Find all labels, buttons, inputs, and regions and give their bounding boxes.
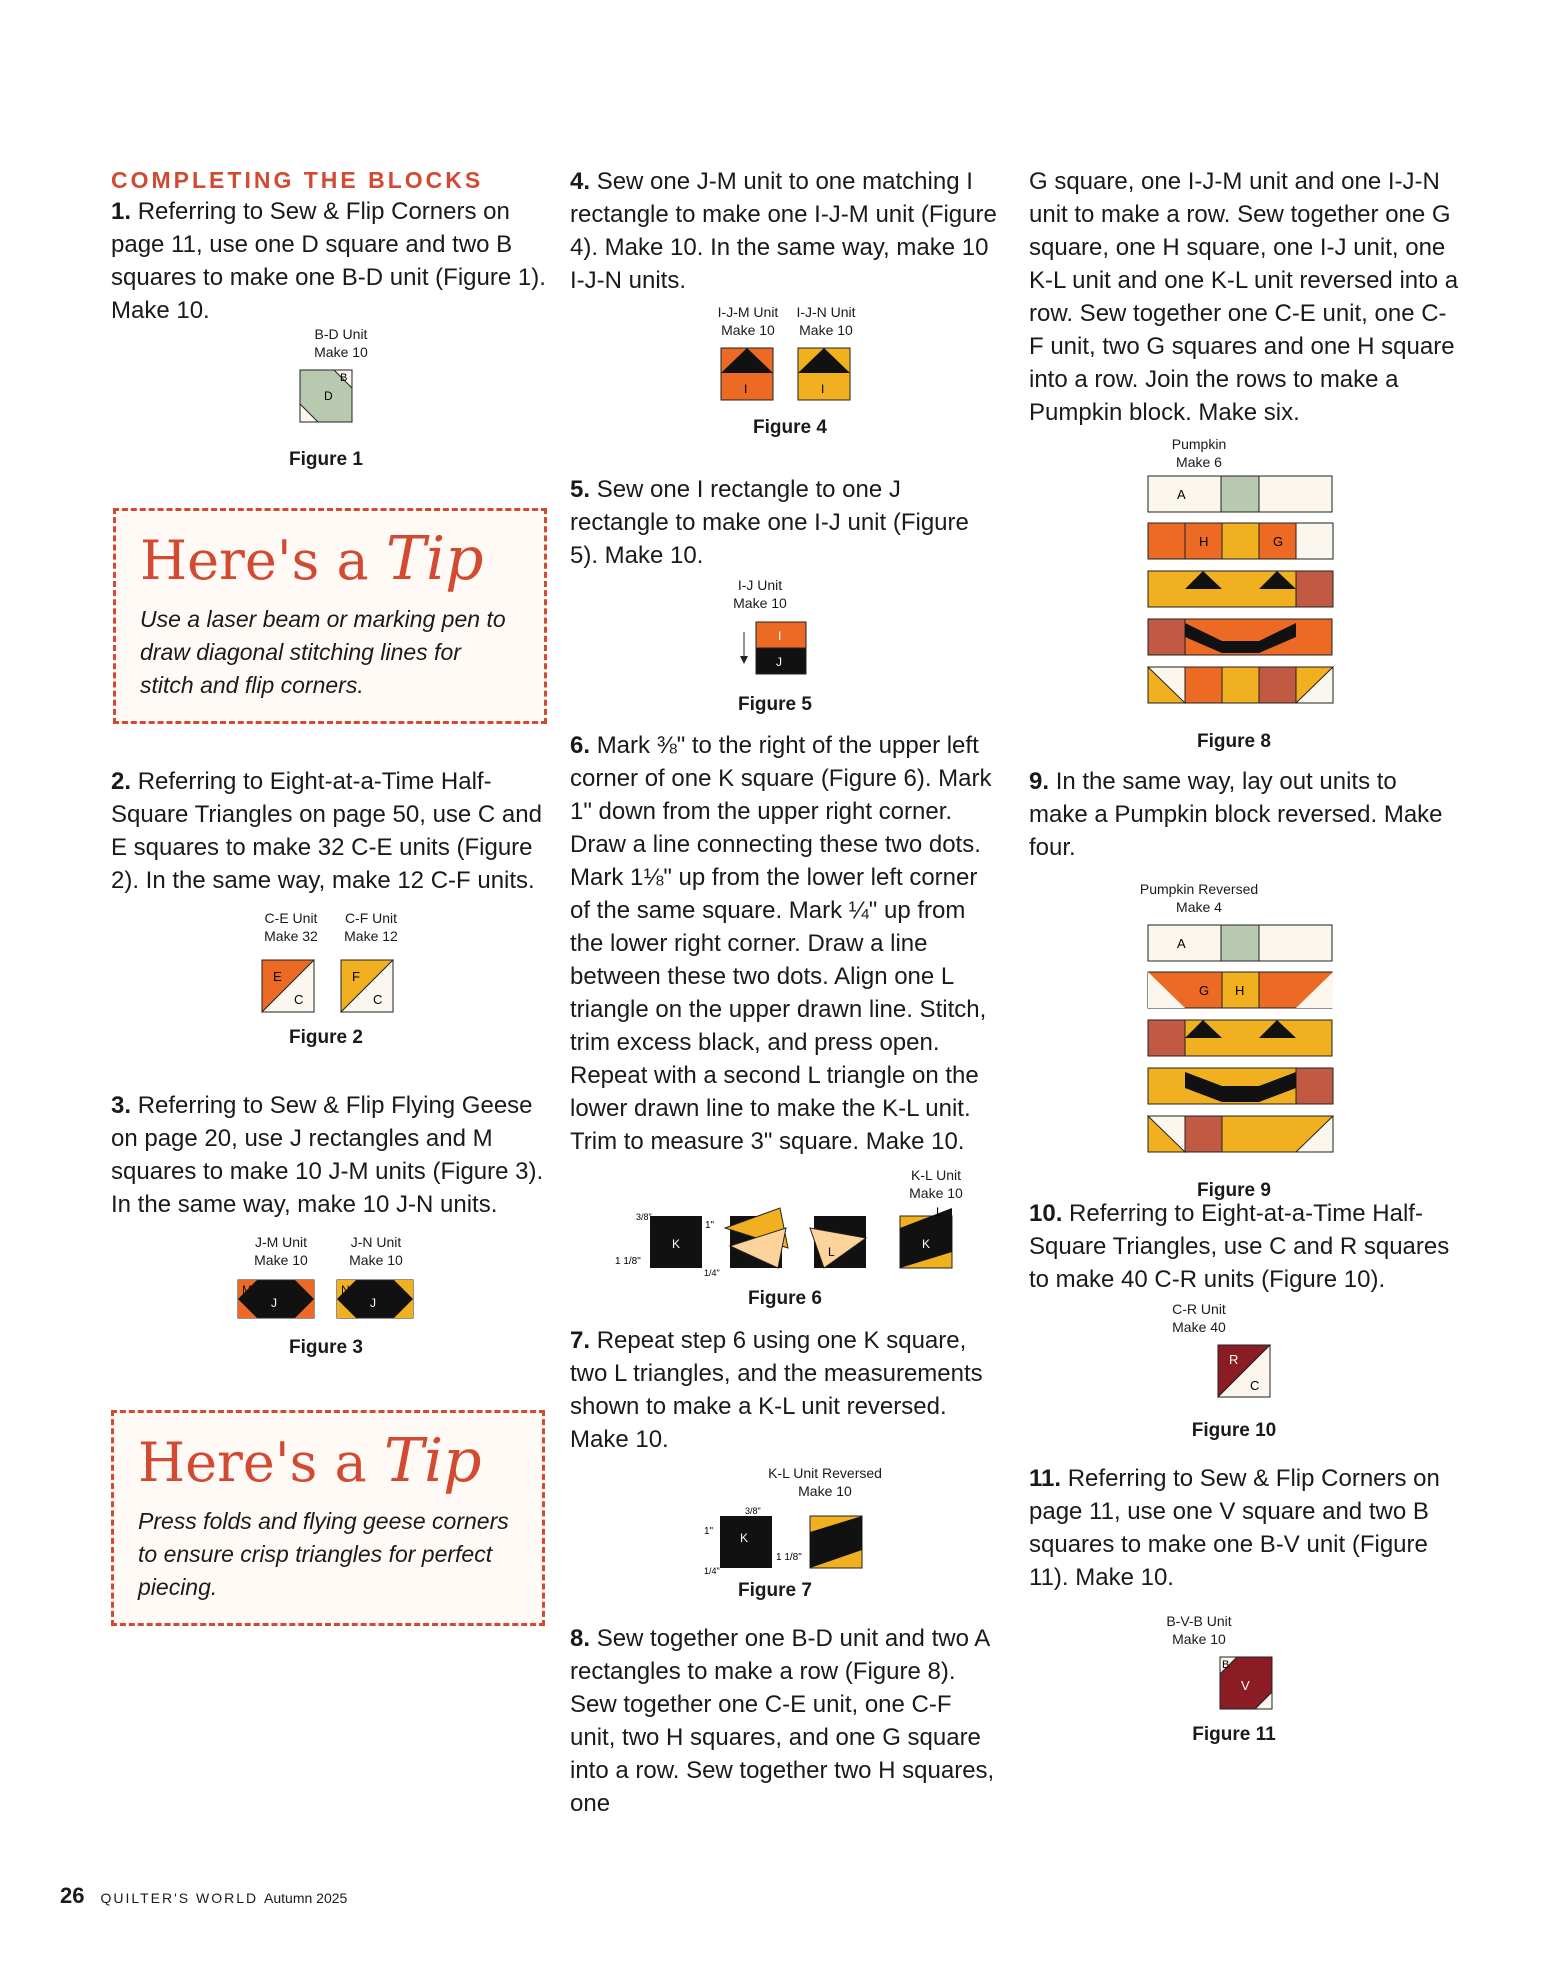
svg-text:1/4": 1/4" <box>704 1566 720 1576</box>
column-1-lower <box>111 765 551 1391</box>
figure-4 <box>570 297 1000 473</box>
figure-6 <box>570 1158 1000 1324</box>
svg-text:3/8": 3/8" <box>745 1506 761 1516</box>
unit-label: I-J Unit <box>737 577 783 593</box>
magazine-name: QUILTER'S WORLD <box>100 1890 259 1906</box>
step-1 <box>111 195 551 327</box>
make-label: Make 10 <box>721 322 775 338</box>
unit-label: C-E Unit <box>264 910 318 926</box>
step-text: Referring to Sew & Flip Corners on page 11, use one V square and two B squares to make one B-V unit (Figure 11). Make 10. <box>1029 1465 1440 1591</box>
ce-cf-unit-diagram <box>261 959 401 1015</box>
svg-text:J: J <box>271 1296 277 1310</box>
step-number: 7. <box>570 1327 591 1354</box>
figure-caption: Figure 4 <box>753 417 827 438</box>
figure-9 <box>1029 864 1459 1209</box>
section-heading: COMPLETING THE BLOCKS <box>111 167 484 193</box>
make-label: Make 32 <box>264 928 318 944</box>
make-label: Make 10 <box>1172 1631 1226 1647</box>
unit-label: Pumpkin Reversed <box>1139 881 1259 897</box>
svg-text:V: V <box>1241 1678 1250 1693</box>
figure-caption: Figure 9 <box>1197 1180 1271 1201</box>
step-number: 2. <box>111 768 132 795</box>
pumpkin-block-diagram <box>1147 475 1337 715</box>
column-1 <box>111 165 551 497</box>
svg-text:C: C <box>294 992 304 1007</box>
step-text: Referring to Eight-at-a-Time Half-Square Triangles, use C and R squares to make 40 C-R units (Figure 10). <box>1029 1200 1450 1293</box>
svg-text:A: A <box>1177 487 1186 502</box>
unit-label: B-D Unit <box>314 326 368 342</box>
step-number: 6. <box>570 732 591 759</box>
step-number: 9. <box>1029 768 1050 795</box>
svg-text:L: L <box>936 1205 943 1219</box>
unit-label: C-R Unit <box>1172 1301 1226 1317</box>
pumpkin-reversed-diagram <box>1147 924 1337 1164</box>
svg-text:I: I <box>821 382 825 396</box>
figure-1 <box>111 327 551 497</box>
svg-text:M: M <box>242 1283 252 1297</box>
figure-10 <box>1029 1296 1459 1466</box>
step-6 <box>570 729 1000 1158</box>
svg-text:L: L <box>828 1245 835 1259</box>
tip-title-b: Tip <box>385 524 484 594</box>
svg-text:J: J <box>370 1296 376 1310</box>
figure-caption: Figure 6 <box>748 1288 822 1309</box>
step-text: Sew one I rectangle to one J rectangle to make one I-J unit (Figure 5). Make 10. <box>570 476 969 569</box>
svg-text:I: I <box>778 629 782 643</box>
step-8-continued: G square, one I-J-M unit and one I-J-N unit to make a row. Sew together one G square, one H square, one I-J unit, one K-L unit and one K-L unit reversed into a row. Sew together one C-E unit, one C-F unit, two G squares and one H square into a row. Join the rows to make a Pumpkin block. Make six. <box>1029 168 1459 426</box>
figure-caption: Figure 7 <box>738 1580 812 1601</box>
svg-text:A: A <box>1177 936 1186 951</box>
make-label: Make 10 <box>254 1252 308 1268</box>
make-label: Make 10 <box>733 595 787 611</box>
ijm-ijn-unit-diagram <box>720 347 860 405</box>
make-label: Make 6 <box>1176 454 1222 470</box>
step-text: Sew together one B-D unit and two A rectangles to make a row (Figure 8). Sew together one C-E unit, one C-F unit, two H squares, and one G square into a row. Sew together two H squares, one <box>570 1625 995 1817</box>
figure-2 <box>111 897 551 1067</box>
figure-caption: Figure 8 <box>1197 731 1271 752</box>
step-number: 4. <box>570 168 591 195</box>
step-7 <box>570 1324 1000 1456</box>
step-10 <box>1029 1197 1459 1296</box>
page-footer <box>60 1883 347 1909</box>
svg-text:G: G <box>1199 983 1210 998</box>
step-4 <box>570 165 1000 297</box>
unit-label: J-N Unit <box>350 1234 402 1250</box>
svg-text:I: I <box>744 382 748 396</box>
step-9 <box>1029 765 1459 864</box>
make-label: Make 10 <box>349 1252 403 1268</box>
figure-caption: Figure 10 <box>1191 1420 1277 1441</box>
step-number: 5. <box>570 476 591 503</box>
unit-label: I-J-N Unit <box>796 304 856 320</box>
tip-title-b: Tip <box>383 1426 482 1496</box>
svg-text:1 1/8": 1 1/8" <box>776 1552 802 1563</box>
svg-text:K: K <box>740 1531 749 1545</box>
step-text: Referring to Eight-at-a-Time Half-Square Triangles on page 50, use C and E squares to make 32 C-E units (Figure 2). In the same way, make 12 C-F units. <box>111 768 542 894</box>
jm-jn-unit-diagram <box>237 1279 427 1321</box>
make-label: Make 10 <box>798 1483 852 1499</box>
tip-title <box>140 524 544 594</box>
make-label: Make 10 <box>799 322 853 338</box>
tip-title-a: Here's a <box>140 529 369 592</box>
svg-text:H: H <box>1199 534 1209 549</box>
svg-text:B: B <box>340 372 348 384</box>
figure-caption: Figure 11 <box>1192 1724 1276 1745</box>
step-5 <box>570 473 1000 572</box>
svg-text:N: N <box>341 1283 350 1297</box>
svg-text:K: K <box>922 1237 931 1251</box>
svg-text:R: R <box>1229 1352 1239 1367</box>
unit-label: C-F Unit <box>344 910 398 926</box>
ij-unit-diagram <box>738 620 808 678</box>
step-text: In the same way, lay out units to make a Pumpkin block reversed. Make four. <box>1029 768 1443 861</box>
tip-title-a: Here's a <box>138 1431 367 1494</box>
bvb-unit-diagram <box>1219 1656 1275 1712</box>
svg-text:3/8": 3/8" <box>636 1212 652 1222</box>
kl-reversed-diagram <box>700 1506 880 1576</box>
svg-text:E: E <box>273 969 282 984</box>
svg-text:B: B <box>1222 1659 1230 1671</box>
step-number: 8. <box>570 1625 591 1652</box>
step-number: 3. <box>111 1092 132 1119</box>
svg-text:K: K <box>672 1237 681 1251</box>
step-3 <box>111 1089 551 1221</box>
unit-label: Pumpkin <box>1171 436 1227 452</box>
figure-caption: Figure 2 <box>289 1027 363 1048</box>
tip-body: Use a laser beam or marking pen to draw diagonal stitching lines for stitch and flip corners. <box>140 606 506 698</box>
step-11 <box>1029 1462 1459 1594</box>
unit-label: I-J-M Unit <box>717 304 779 320</box>
make-label: Make 4 <box>1176 899 1222 915</box>
svg-text:H: H <box>1235 983 1245 998</box>
step-text: Mark ⅜" to the right of the upper left corner of one K square (Figure 6). Mark 1" down from the upper right corner. Draw a line connecting these two dots. Mark 1⅛" up from the lower left corner of the same square. Mark ¼" up from the lower right corner. Draw a line between these two dots. Align one L triangle on the upper drawn line. Stitch, trim excess black, and press open. Repeat with a second L triangle on the lower drawn line to make the K-L unit. Trim to measure 3" square. Make 10. <box>570 732 992 1155</box>
make-label: Make 10 <box>909 1185 963 1201</box>
step-number: 10. <box>1029 1200 1063 1227</box>
figure-caption: Figure 1 <box>289 449 363 470</box>
svg-text:1/4": 1/4" <box>704 1268 720 1278</box>
svg-text:1 1/8": 1 1/8" <box>615 1256 641 1267</box>
unit-label: B-V-B Unit <box>1166 1613 1232 1629</box>
tip-title <box>138 1426 542 1496</box>
cr-unit-diagram <box>1217 1344 1273 1400</box>
column-3 <box>1029 165 1459 1764</box>
make-label: Make 12 <box>344 928 398 944</box>
figure-5 <box>570 572 1000 737</box>
step-text: Referring to Sew & Flip Flying Geese on page 20, use J rectangles and M squares to make 10 J-M units (Figure 3). In the same way, make 10 J-N units. <box>111 1092 544 1218</box>
step-text: Sew one J-M unit to one matching I rectangle to make one I-J-M unit (Figure 4). Make 10. In the same way, make 10 I-J-N units. <box>570 168 997 294</box>
svg-text:D: D <box>324 389 333 403</box>
unit-label: K-L Unit Reversed <box>768 1465 882 1481</box>
make-label: Make 10 <box>314 344 368 360</box>
step-8 <box>570 1622 1000 1820</box>
svg-text:C: C <box>373 992 383 1007</box>
svg-text:G: G <box>1273 534 1284 549</box>
figure-caption: Figure 5 <box>738 694 812 715</box>
make-label: Make 40 <box>1172 1319 1226 1335</box>
svg-text:C: C <box>1250 1378 1260 1393</box>
figure-3 <box>111 1221 551 1391</box>
svg-text:F: F <box>352 969 360 984</box>
tip-body: Press folds and flying geese corners to ensure crisp triangles for perfect piecing. <box>138 1508 509 1600</box>
issue-label: Autumn 2025 <box>264 1890 348 1906</box>
svg-text:1": 1" <box>704 1526 714 1537</box>
kl-unit-steps-diagram <box>610 1198 990 1278</box>
figure-7 <box>570 1456 1000 1622</box>
column-2 <box>570 165 1000 1820</box>
step-text: Referring to Sew & Flip Corners on page 11, use one D square and two B squares to make one B-D unit (Figure 1). Make 10. <box>111 198 546 324</box>
tip-box-2 <box>111 1410 545 1626</box>
step-text: Repeat step 6 using one K square, two L triangles, and the measurements shown to make a K-L unit reversed. Make 10. <box>570 1327 983 1453</box>
figure-11 <box>1029 1594 1459 1764</box>
svg-text:J: J <box>776 655 782 669</box>
svg-text:1": 1" <box>705 1220 715 1231</box>
unit-label: K-L Unit <box>910 1167 962 1183</box>
step-number: 11. <box>1029 1465 1062 1492</box>
step-2 <box>111 765 551 897</box>
page-number: 26 <box>60 1883 85 1908</box>
figure-caption: Figure 3 <box>289 1337 363 1358</box>
bd-unit-diagram <box>299 369 355 425</box>
step-number: 1. <box>111 198 132 225</box>
unit-label: J-M Unit <box>254 1234 308 1250</box>
figure-8 <box>1029 429 1459 769</box>
tip-box-1 <box>113 508 547 724</box>
